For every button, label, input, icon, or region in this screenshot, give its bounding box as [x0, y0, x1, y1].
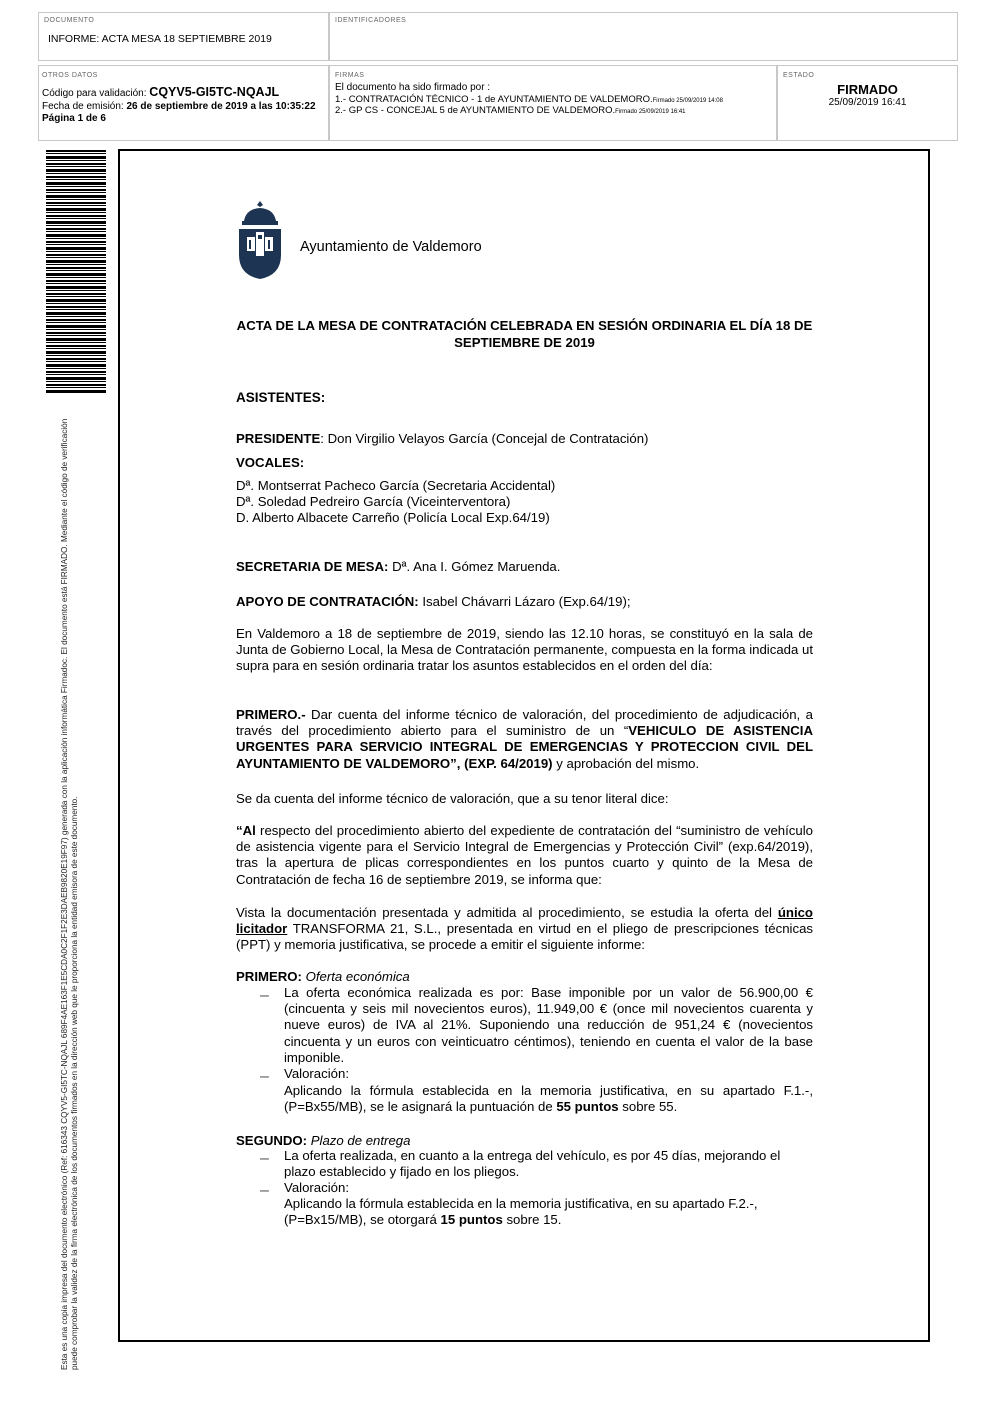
primero-text-2: y aprobación del mismo.	[552, 755, 700, 771]
firma-2-date: Firmado 25/09/2019 16:41	[615, 109, 686, 115]
firmas-intro: El documento ha sido firmado por :	[335, 82, 491, 93]
section-2-label: SEGUNDO:	[236, 1133, 308, 1148]
quote-paragraph	[236, 823, 813, 888]
vista-bold: único licitador	[236, 905, 813, 937]
primero-bold: VEHICULO DE ASISTENCIA URGENTES PARA SERVICIO INTEGRAL DE EMERGENCIAS Y PROTECCION CIVIL DEL AYUNTAMIENTO DE VALDEMORO”, (EXP. 64/2019)	[236, 723, 813, 771]
codigo-prefix: Código para validación:	[42, 88, 150, 99]
primero-paragraph	[236, 707, 813, 772]
apoyo	[236, 594, 813, 610]
coat-of-arms-icon	[236, 199, 284, 281]
document-page	[118, 149, 930, 1342]
vocal-1: Dª. Montserrat Pacheco García (Secretaria Accidental)	[236, 478, 556, 493]
document-title: ACTA DE LA MESA DE CONTRATACIÓN CELEBRADA EN SESIÓN ORDINARIA EL DÍA 18 DE SEPTIEMBRE DE 2019	[236, 318, 813, 350]
otros-datos-label: OTROS DATOS	[42, 72, 98, 79]
apoyo-label: APOYO DE CONTRATACIÓN:	[236, 594, 419, 609]
identificadores-label: IDENTIFICADORES	[335, 17, 407, 24]
estado-date: 25/09/2019 16:41	[828, 97, 907, 108]
sidebar-verification-text	[60, 390, 80, 1370]
documento-value: INFORME: ACTA MESA 18 SEPTIEMBRE 2019	[48, 33, 272, 45]
section-1-label: PRIMERO:	[236, 969, 302, 984]
primero-label: PRIMERO.-	[236, 707, 306, 722]
estado-value: FIRMADO	[837, 82, 898, 97]
vocal-3: D. Alberto Albacete Carreño (Policía Local Exp.64/19)	[236, 510, 550, 525]
presidente-label: PRESIDENTE	[236, 431, 321, 446]
vista-paragraph	[236, 905, 813, 954]
vocales-heading: VOCALES:	[236, 455, 305, 470]
section-1-heading	[236, 969, 813, 985]
identificadores-box	[329, 12, 958, 61]
sidebar-line-1: Esta es una copia impresa del documento electrónico (Ref: 616343 CQYV5-GI5TC-NQAJL 689F4AE163F1E5CDA0C2F1F2E3DAEB9820E19F97) generada con la aplicación informática Firmadoc. El documento está FIRMADO. Mediante el código de verificación	[60, 418, 69, 1370]
documento-label: DOCUMENTO	[44, 17, 95, 24]
presidente	[236, 431, 813, 447]
s2-b2-text-2: sobre 15.	[502, 1212, 562, 1228]
codigo-validacion	[42, 85, 279, 99]
section-1-bullet-1: La oferta económica realizada es por: Base imponible por un valor de 56.900,00 € (cincuenta y seis mil novecientos euros), 11.949,00 € (once mil novecientos cuarenta y nueve euros) de IVA al 21%. Suponiendo una reducción de 951,24 € (novecientos cincuenta y un euros con veinticuatro céntimos), teniendo en cuenta el valor de la base imponible.	[284, 985, 813, 1065]
estado-label: ESTADO	[783, 72, 815, 79]
s1-b2-text-2: sobre 55.	[618, 1099, 678, 1115]
section-2-bullet-2-title: Valoración:	[284, 1180, 349, 1195]
section-2-bullet-1: La oferta realizada, en cuanto a la entrega del vehículo, es por 45 días, mejorando el plazo establecido y fijado en los pliegos.	[284, 1148, 781, 1180]
section-1-title: Oferta económica	[301, 969, 410, 984]
section-2-title: Plazo de entrega	[307, 1133, 411, 1148]
vista-text-2: TRANSFORMA 21, S.L., presentada en virtud en el pliego de prescripciones técnicas (PPT) y memoria justificativa, se procede a emitir el siguiente informe:	[236, 921, 813, 953]
secretaria	[236, 559, 813, 575]
section-1-bullet-2-text	[284, 1083, 813, 1115]
asistentes-heading: ASISTENTES:	[236, 390, 326, 405]
firma-2-text: 2.- GP CS - CONCEJAL 5 de AYUNTAMIENTO DE VALDEMORO.	[335, 105, 616, 116]
quote-open: “Al	[236, 823, 256, 838]
apoyo-value: Isabel Chávarri Lázaro (Exp.64/19);	[418, 594, 631, 609]
bullet-dash: –	[260, 1068, 269, 1085]
estado-box	[777, 65, 958, 141]
bullet-dash: –	[260, 1182, 269, 1199]
bullet-dash: –	[260, 1150, 269, 1167]
firma-1-date: Firmado 25/09/2019 14:08	[652, 98, 723, 104]
barcode-icon	[46, 150, 106, 394]
pagina-label: Página 1 de 6	[42, 113, 106, 124]
se-da-cuenta: Se da cuenta del informe técnico de valoración, que a su tenor literal dice:	[236, 791, 669, 806]
sidebar-line-2: puede comprobar la validez de la firma electrónica de los documentos firmados en la dirección web que le proporciona la entidad emisora de este documento.	[70, 796, 79, 1370]
s2-b2-text-1: Aplicando la fórmula establecida en la memoria justificativa, en su apartado F.2.-, (P=Bx15/MB), se otorgará	[284, 1196, 758, 1228]
bullet-dash: –	[260, 987, 269, 1004]
quote-text: respecto del procedimiento abierto del expediente de contratación del “suministro de vehículo de asistencia vigente para el Servicio Integral de Emergencias y Protección Civil” (exp.64/2019), tras la apertura de plicas correspondientes en los puntos cuarto y quinto de la Mesa de Contratación de fecha 16 de septiembre 2019, se informa que:	[236, 823, 813, 887]
firmas-label: FIRMAS	[335, 72, 365, 79]
section-2-heading	[236, 1133, 813, 1149]
codigo-value[interactable]: CQYV5-GI5TC-NQAJL	[149, 85, 280, 99]
fecha-prefix: Fecha de emisión:	[42, 101, 127, 112]
section-2-bullet-2-text	[284, 1196, 794, 1228]
secretaria-label: SECRETARIA DE MESA:	[236, 559, 389, 574]
org-name: Ayuntamiento de Valdemoro	[300, 239, 482, 255]
vista-text-1: Vista la documentación presentada y admitida al procedimiento, se estudia la oferta del	[236, 905, 778, 920]
secretaria-value: Dª. Ana I. Gómez Maruenda.	[388, 559, 561, 574]
s1-b2-text-1: Aplicando la fórmula establecida en la memoria justificativa, en su apartado F.1.-, (P=Bx55/MB), se le asignará la puntuación de	[284, 1083, 813, 1115]
firma-1	[335, 94, 723, 105]
section-1-bullet-2-title: Valoración:	[284, 1066, 349, 1081]
firma-1-text: 1.- CONTRATACIÓN TÉCNICO - 1 de AYUNTAMIENTO DE VALDEMORO.	[335, 94, 653, 105]
firmas-box	[329, 65, 777, 141]
s2-b2-bold: 15 puntos	[440, 1212, 503, 1228]
primero-text-1: Dar cuenta del informe técnico de valoración, del procedimiento de adjudicación, a través del procedimiento abierto para el suministro de un “	[236, 707, 813, 739]
s1-b2-bold: 55 puntos	[556, 1099, 619, 1115]
vocal-2: Dª. Soledad Pedreiro García (Viceinterventora)	[236, 494, 511, 509]
otros-datos-box	[38, 65, 329, 141]
firma-2	[335, 105, 686, 116]
intro-paragraph: En Valdemoro a 18 de septiembre de 2019, siendo las 12.10 horas, se constituyó en la sala de Junta de Gobierno Local, la Mesa de Contratación permanente, compuesta en la forma indicada ut supra para en sesión ordinaria tratar los asuntos establecidos en el orden del día:	[236, 626, 813, 674]
fecha-emision	[42, 101, 316, 112]
presidente-value: : Don Virgilio Velayos García (Concejal de Contratación)	[320, 431, 649, 446]
fecha-value: 26 de septiembre de 2019 a las 10:35:22	[126, 101, 316, 112]
documento-box	[38, 12, 329, 61]
